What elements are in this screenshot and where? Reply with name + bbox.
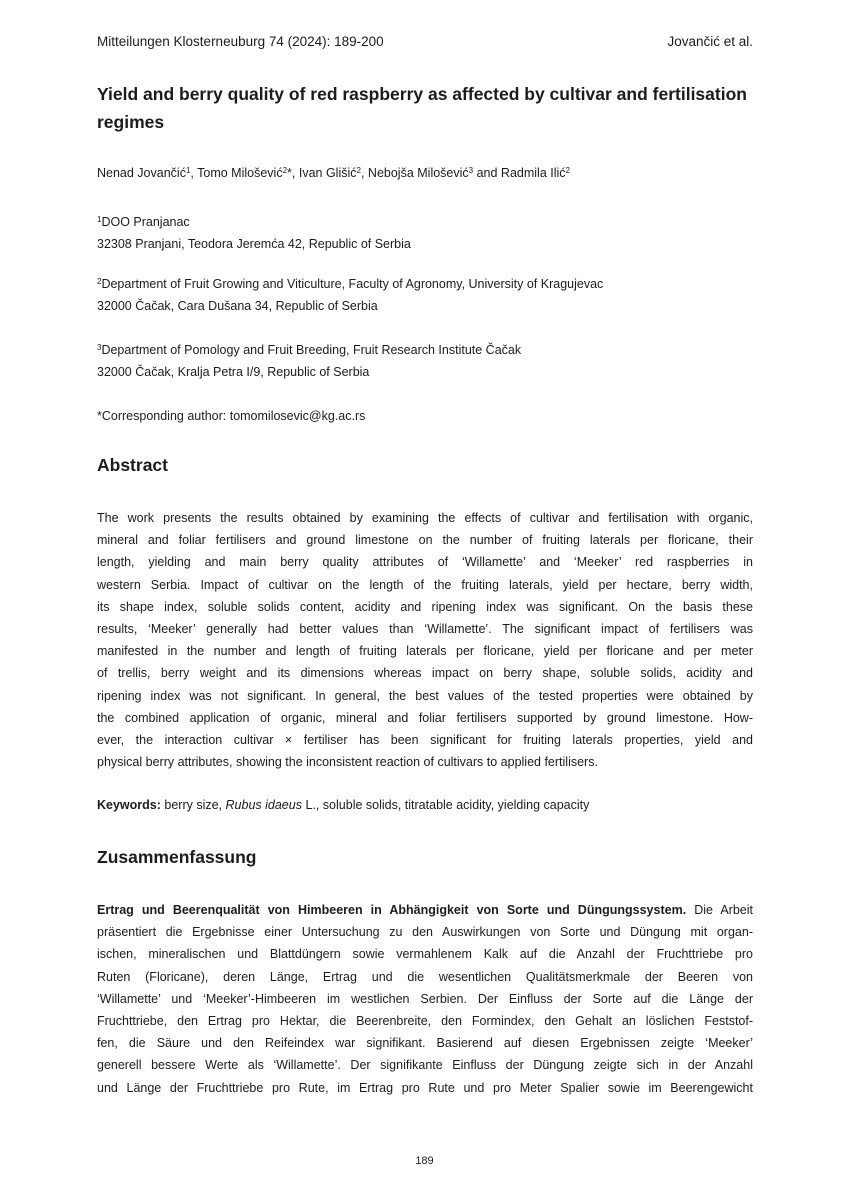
abstract-body: The work presents the results obtained by examining the effects of cultivar and fertilisation with organic, mineral and foliar fertilisers and ground limestone on the number of fruiting laterals per floricane, their length, yielding and main berry quality attributes of ‘Willamette’ and ‘Meeker’ red raspberries in western Serbia. Impact of cultivar on the length of the fruiting laterals, yield per hectare, berry width, its shape index, soluble solids content, acidity and ripening index was significant. On the basis these results, ‘Meeker’ generally had better values than ‘Willamette’. The significant impact of fertilisers was manifested in the number and length of fruiting laterals per floricane, yield per floricane and per meter of trellis, berry weight and its dimensions whereas impact on berry shape, soluble solids, acidity and ripening index was not significant. In general, the best values of the tested properties were obtained by the combined application of organic, mineral and foliar fertilisers supported by ground limestone. How- ever, the interaction cultivar × fertiliser has been significant for fruiting laterals properties, yield and physical berry attributes, showing the inconsistent reaction of cultivars to applied fertilisers. xyxy=(97,511,753,770)
author-list xyxy=(97,166,570,180)
affiliation-2: $^2$Department of Fruit Growing and Viticulture, Faculty of Agronomy, University of Kragujevac 32000 Čačak, Cara Dušana 34, Republic of Serbia xyxy=(97,277,604,313)
author: Ivan Glišić$^2$, xyxy=(298,166,368,180)
author: Tomo Milošević$^2$*, xyxy=(197,166,299,180)
affiliation-1: $^1$DOO Pranjanac 32308 Pranjani, Teodora Jeremća 42, Republic of Serbia xyxy=(97,215,411,251)
journal-citation: Mitteilungen Klosterneuburg 74 (2024): 189-200 xyxy=(97,34,384,49)
zusammenfassung-body: Ertrag und Beerenqualität von Himbeeren in Abhängigkeit von Sorte und Düngungssystem. Die Arbeit präsentiert die Ergebnisse einer Untersuchung zu den Auswirkungen von Sorte und Düngung mit organ- ischen, mineralischen und Blattdüngern sowie vermahlenem Kalk auf die Anzahl der Fruchttriebe pro Ruten (Floricane), deren Länge, Ertrag und die wesentlichen Qualitätsmerkmale der Beeren von ‘Willamette’ und ‘Meeker’-Himbeeren im westlichen Serbien. Der Einfluss der Sorte auf die Länge der Fruchttriebe, den Ertrag pro Hektar, die Beerenbreite, den Formindex, den Gehalt an löslichen Feststof- fen, die Säure und den Reifeindex war signifikant. Basierend auf diesen Ergebnissen zeigte ‘Meeker’ generell bessere Werte als ‘Willamette’. Der signifikante Einfluss der Düngung zeigte sich in der Anzahl und Länge der Fruchttriebe pro Rute, im Ertrag pro Rute und pro Meter Spalier sowie im Beerengewicht xyxy=(97,903,753,1095)
author: Nenad Jovančić$^1$, xyxy=(97,166,198,180)
corresponding-author: *Corresponding author: tomomilosevic@kg.ac.rs xyxy=(97,409,366,423)
keywords: Keywords: berry size, Rubus idaeus L., soluble solids, titratable acidity, yielding capacity xyxy=(97,798,590,812)
author: Radmila Ilić$^2$ xyxy=(500,166,570,180)
author: Nebojša Milošević$^3$ and xyxy=(367,166,501,180)
running-authors: Jovančić et al. xyxy=(667,34,753,49)
zusammenfassung-heading: Zusammenfassung xyxy=(97,847,257,867)
abstract-heading: Abstract xyxy=(97,455,168,475)
page-number: 189 xyxy=(415,1155,434,1167)
running-header xyxy=(97,34,753,49)
affiliation-3: $^3$Department of Pomology and Fruit Breeding, Fruit Research Institute Čačak 32000 Čačak, Kralja Petra I/9, Republic of Serbia xyxy=(97,343,522,379)
paper-title: Yield and berry quality of red raspberry as affected by cultivar and fertilisation regimes xyxy=(97,84,747,132)
